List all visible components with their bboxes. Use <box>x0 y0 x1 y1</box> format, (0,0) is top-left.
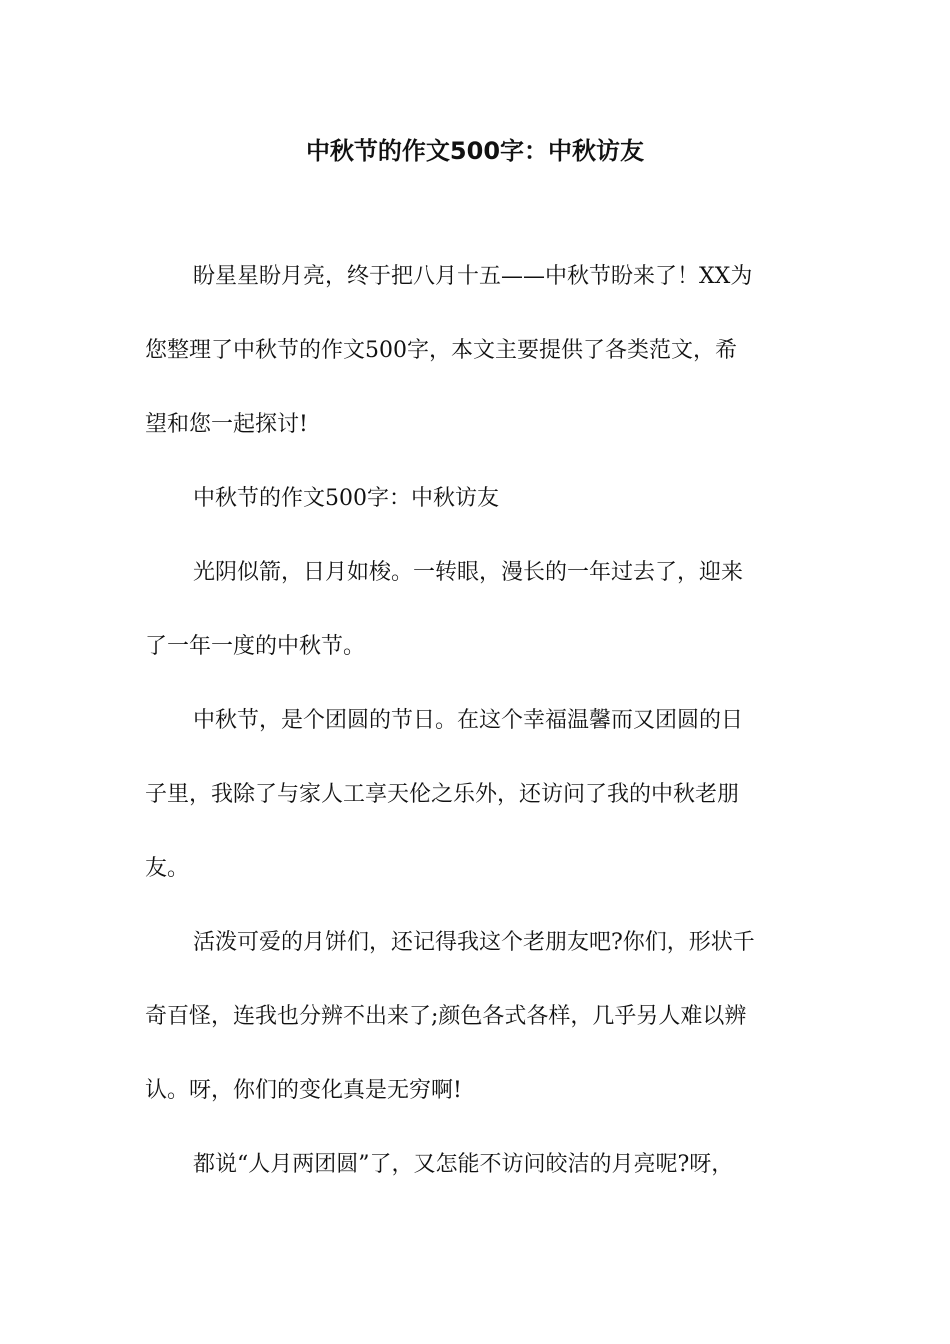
paragraph-line: 望和您一起探讨! <box>145 412 308 437</box>
paragraph-line: 光阴似箭，日月如梭。一转眼，漫长的一年过去了，迎来 <box>193 560 744 585</box>
paragraph-line: 奇百怪，连我也分辨不出来了;颜色各式各样，几乎另人难以辨 <box>145 1004 747 1029</box>
paragraph-line: 您整理了中秋节的作文500字，本文主要提供了各类范文，希 <box>145 338 737 363</box>
paragraph-line: 中秋节的作文500字：中秋访友 <box>193 486 499 511</box>
paragraph-line: 都说“人月两团圆”了，又怎能不访问皎洁的月亮呢?呀， <box>193 1152 734 1177</box>
paragraph-1 <box>145 256 807 445</box>
document-title: 中秋节的作文500字：中秋访友 <box>305 137 645 165</box>
paragraph-line: 中秋节，是个团圆的节日。在这个幸福温馨而又团圆的日 <box>193 708 744 733</box>
paragraph-3 <box>145 552 807 667</box>
paragraph-line: 子里，我除了与家人工享天伦之乐外，还访问了我的中秋老朋 <box>145 782 740 807</box>
paragraph-line: 盼星星盼月亮，终于把八月十五——中秋节盼来了！XX为 <box>193 264 753 289</box>
paragraph-line: 认。呀，你们的变化真是无穷啊! <box>145 1078 462 1103</box>
paragraph-5 <box>145 922 807 1111</box>
paragraph-line: 活泼可爱的月饼们，还记得我这个老朋友吧?你们，形状千 <box>193 930 755 955</box>
paragraph-2 <box>145 478 807 519</box>
paragraph-4 <box>145 700 807 889</box>
paragraph-line: 友。 <box>145 856 190 881</box>
document-body <box>145 256 807 1218</box>
paragraph-line: 了一年一度的中秋节。 <box>145 634 366 659</box>
paragraph-6 <box>145 1144 807 1185</box>
